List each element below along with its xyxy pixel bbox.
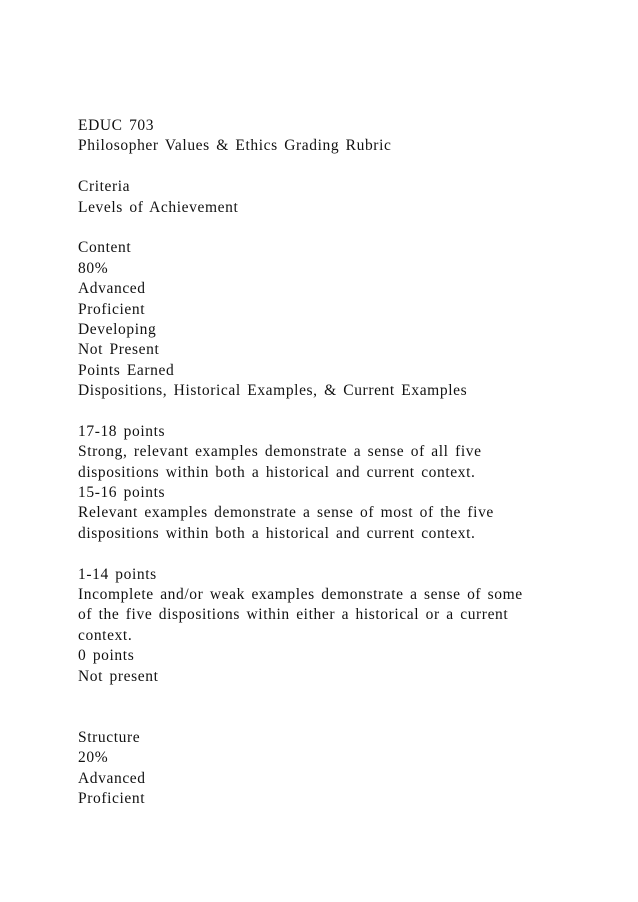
spacer xyxy=(78,401,598,421)
level-advanced: Advanced xyxy=(78,280,146,298)
structure-level-advanced: Advanced xyxy=(78,769,146,787)
developing-description: Incomplete and/or weak examples demonstrate a sense of some xyxy=(78,585,523,603)
structure-section-name: Structure xyxy=(78,728,141,746)
proficient-description: dispositions within both a historical and current context. xyxy=(78,524,476,542)
level-proficient: Proficient xyxy=(78,300,146,318)
advanced-points: 17-18 points xyxy=(78,422,166,440)
content-criterion: Dispositions, Historical Examples, & Current Examples xyxy=(78,382,468,400)
spacer xyxy=(78,687,598,707)
spacer xyxy=(78,544,598,564)
developing-points: 1-14 points xyxy=(78,565,157,583)
structure-level-proficient: Proficient xyxy=(78,789,146,807)
developing-description: context. xyxy=(78,626,133,644)
level-not-present: Not Present xyxy=(78,341,160,359)
advanced-description: Strong, relevant examples demonstrate a sense of all five xyxy=(78,443,482,461)
criteria-heading: Criteria xyxy=(78,178,131,196)
spacer xyxy=(78,157,598,177)
proficient-points: 15-16 points xyxy=(78,484,166,502)
proficient-description: Relevant examples demonstrate a sense of most of the five xyxy=(78,504,494,522)
rubric-title: Philosopher Values & Ethics Grading Rubric xyxy=(78,137,392,155)
structure-section-weight: 20% xyxy=(78,749,109,767)
levels-heading: Levels of Achievement xyxy=(78,198,239,216)
not-present-description: Not present xyxy=(78,667,159,685)
developing-description: of the five dispositions within either a historical or a current xyxy=(78,606,509,624)
advanced-description: dispositions within both a historical and current context. xyxy=(78,463,476,481)
content-section-weight: 80% xyxy=(78,259,109,277)
course-code: EDUC 703 xyxy=(78,117,155,134)
document-body xyxy=(78,116,598,809)
spacer xyxy=(78,218,598,238)
not-present-points: 0 points xyxy=(78,647,135,665)
spacer xyxy=(78,707,598,727)
content-section-name: Content xyxy=(78,239,132,257)
level-developing: Developing xyxy=(78,320,157,338)
points-earned-heading: Points Earned xyxy=(78,361,175,379)
